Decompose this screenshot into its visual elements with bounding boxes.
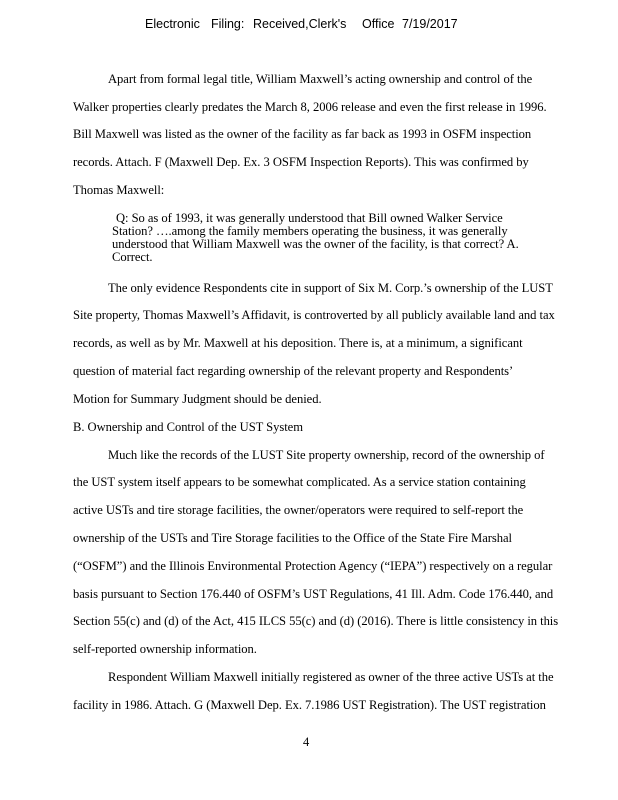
quote-line: understood that William Maxwell was the owner of the facility, is that correct? A. [112,237,519,251]
text-line: Motion for Summary Judgment should be denied. [73,392,322,406]
text-line: Apart from formal legal title, William Maxwell’s acting ownership and control of the [108,72,533,86]
text-line: active USTs and tire storage facilities, the owner/operators were required to self-report the [73,503,524,517]
text-line: the UST system itself appears to be somewhat complicated. As a service station containing [73,475,526,489]
page-number: 4 [303,735,310,749]
quote-line: Correct. [112,250,153,264]
text-line: records, as well as by Mr. Maxwell at his deposition. There is, at a minimum, a significant [73,336,523,350]
text-line: ownership of the USTs and Tire Storage facilities to the Office of the State Fire Marshal [73,531,512,545]
text-line: self-reported ownership information. [73,642,257,656]
text-line: facility in 1986. Attach. G (Maxwell Dep. Ex. 7.1986 UST Registration). The UST registration [73,698,546,712]
text-line: (“OSFM”) and the Illinois Environmental Protection Agency (“IEPA”) respectively on a regular [73,559,553,573]
header-filing: Filing: [211,17,245,31]
text-line: Thomas Maxwell: [73,183,165,197]
text-line: basis pursuant to Section 176.440 of OSFM’s UST Regulations, 41 Ill. Adm. Code 176.440, and [73,587,554,601]
text-line: Respondent William Maxwell initially registered as owner of the three active USTs at the [108,670,554,684]
quote-line: Station? ….among the family members operating the business, it was generally [112,224,508,238]
section-heading: B. Ownership and Control of the UST System [73,420,303,434]
header-office: Office [362,17,395,31]
quote-line: Q: So as of 1993, it was generally understood that Bill owned Walker Service [116,211,503,225]
text-line: question of material fact regarding ownership of the relevant property and Respondents’ [73,364,514,378]
text-line: Section 55(c) and (d) of the Act, 415 ILCS 55(c) and (d) (2016). There is little consistency in this [73,614,559,628]
text-line: Much like the records of the LUST Site property ownership, record of the ownership of [108,448,545,462]
header-received: Received,Clerk's [253,17,347,31]
text-line: records. Attach. F (Maxwell Dep. Ex. 3 OSFM Inspection Reports). This was confirmed by [73,155,529,169]
text-line: Bill Maxwell was listed as the owner of the facility as far back as 1993 in OSFM inspection [73,127,532,141]
text-line: The only evidence Respondents cite in support of Six M. Corp.’s ownership of the LUST [108,281,553,295]
header-date: 7/19/2017 [402,17,458,31]
text-line: Walker properties clearly predates the March 8, 2006 release and even the first release in 1996. [73,100,547,114]
header-electronic: Electronic [145,17,200,31]
text-line: Site property, Thomas Maxwell’s Affidavit, is controverted by all publicly available land and tax [73,308,555,322]
